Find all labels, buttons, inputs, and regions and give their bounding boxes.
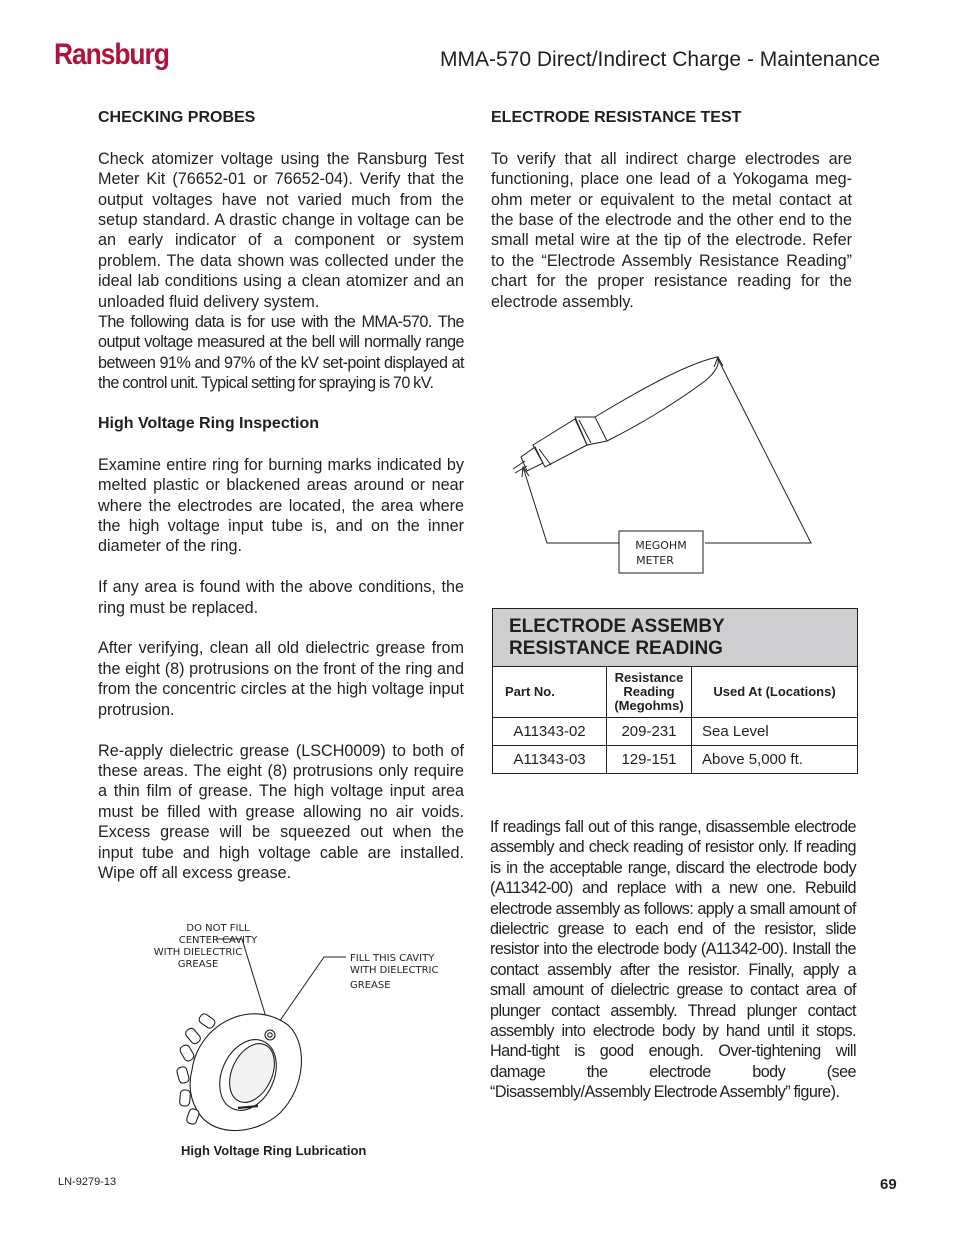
table-row <box>493 718 858 746</box>
hv-ring-lubrication-figure <box>120 915 460 1140</box>
ring-body <box>176 1012 301 1130</box>
hv-ring-paragraph-2: If any area is found with the above conditions, the ring must be replaced. <box>98 578 464 617</box>
left-column <box>98 108 464 883</box>
checking-probes-paragraph-2: The following data is for use with the MMA-570. The output voltage measured at the bell will normally range between 91% and 97% of the kV set-point displayed at the control unit. Typical setting for spraying is 70 kV. <box>98 313 464 393</box>
table-cell-location: Above 5,000 ft. <box>692 746 858 774</box>
figure-label-do-not-fill-1: DO NOT FILL <box>186 923 250 934</box>
electrode-meter-diagram <box>505 345 835 580</box>
figure-label-do-not-fill-3: WITH DIELECTRIC <box>153 947 243 958</box>
table-cell-part-no: A11343-02 <box>493 718 607 746</box>
table-cell-part-no: A11343-03 <box>493 746 607 774</box>
resistance-table <box>492 608 858 774</box>
table-cell-location: Sea Level <box>692 718 858 746</box>
figure-label-do-not-fill-4: GREASE <box>177 959 219 970</box>
checking-probes-heading: CHECKING PROBES <box>98 109 256 126</box>
figure-label-fill-2: WITH DIELECTRIC <box>350 965 439 976</box>
table-header-location: Used At (Locations) <box>692 667 858 718</box>
meter-label-2: METER <box>636 554 674 567</box>
electrode-heading: ELECTRODE RESISTANCE TEST <box>491 109 742 126</box>
page-number: 69 <box>880 1176 897 1193</box>
rebuild-paragraph: If readings fall out of this range, disassemble electrode assembly and check reading of resistor only. If reading is in the acceptable range, discard the electrode body (A11342-00) and replace with a new one. Rebuild electrode assembly as follows: apply a small amount of dielectric grease to each end of the resistor, slide resistor into the electrode body (A11342-00). Install the contact assembly after the resistor. Finally, apply a small amount of dielectric grease to contact area of plunger contact assembly. Thread plunger contact assembly into electrode body by hand until it stops. Hand-tight is good enough. Over-tightening will damage the electrode body (see “Disassembly/Assembly Electrode Assembly” figure). <box>490 818 856 1102</box>
table-header-resistance: Resistance Reading (Megohms) <box>607 667 692 718</box>
hv-ring-paragraph-1: Examine entire ring for burning marks indicated by melted plastic or blackened areas around or near where the electrodes are located, the area where the high voltage input tube is, and on the inner diameter of the ring. <box>98 455 464 556</box>
table-row <box>493 746 858 774</box>
figure-label-fill-1: FILL THIS CAVITY <box>350 953 435 964</box>
electrode-paragraph-1: To verify that all indirect charge electrodes are functioning, place one lead of a Yokogama meg-ohm meter or equivalent to the metal contact at the base of the electrode and the other end to the small metal wire at the tip of the electrode. Refer to the “Electrode Assembly Resistance Reading” chart for the proper resistance reading for the electrode assembly. <box>491 149 852 311</box>
meter-label-1: MEGOHM <box>635 539 687 552</box>
table-cell-resistance: 129-151 <box>607 746 692 774</box>
brand-logo: Ransburg <box>54 38 169 71</box>
right-column-bottom <box>490 817 856 1103</box>
page-title: MMA-570 Direct/Indirect Charge - Maintenance <box>440 48 881 71</box>
table-title: ELECTRODE ASSEMBY RESISTANCE READING <box>493 609 858 667</box>
figure-label-fill-3: GREASE <box>350 980 391 991</box>
figure-label-do-not-fill-2: CENTER CAVITY <box>178 935 258 946</box>
hv-ring-paragraph-4: Re-apply dielectric grease (LSCH0009) to both of these areas. The eight (8) protrusions only require a thin film of grease. The high voltage input area must be filled with grease allowing no air voids. Excess grease will be squeezed out when the input tube and high voltage cable are installed. Wipe off all excess grease. <box>98 741 464 882</box>
table-header-part-no: Part No. <box>493 667 607 718</box>
hv-ring-paragraph-3: After verifying, clean all old dielectric grease from the eight (8) protrusions on the front of the ring and from the concentric circles at the high voltage input protrusion. <box>98 639 464 719</box>
checking-probes-paragraph-1: Check atomizer voltage using the Ransburg Test Meter Kit (76652-01 or 76652-04). Verify that the output voltages have not varied much from the setup standard. A drastic change in voltage can be an early indicator of a component or system problem. The data shown was collected under the ideal lab conditions using a clean atomizer and an unloaded fluid delivery system. <box>98 149 464 311</box>
test-leads <box>522 357 811 543</box>
hv-ring-heading: High Voltage Ring Inspection <box>98 415 320 433</box>
right-column-top <box>491 108 852 312</box>
electrode-drawing <box>513 357 718 473</box>
figure-caption: High Voltage Ring Lubrication <box>181 1143 367 1158</box>
document-number: LN-9279-13 <box>58 1176 117 1188</box>
table-cell-resistance: 209-231 <box>607 718 692 746</box>
